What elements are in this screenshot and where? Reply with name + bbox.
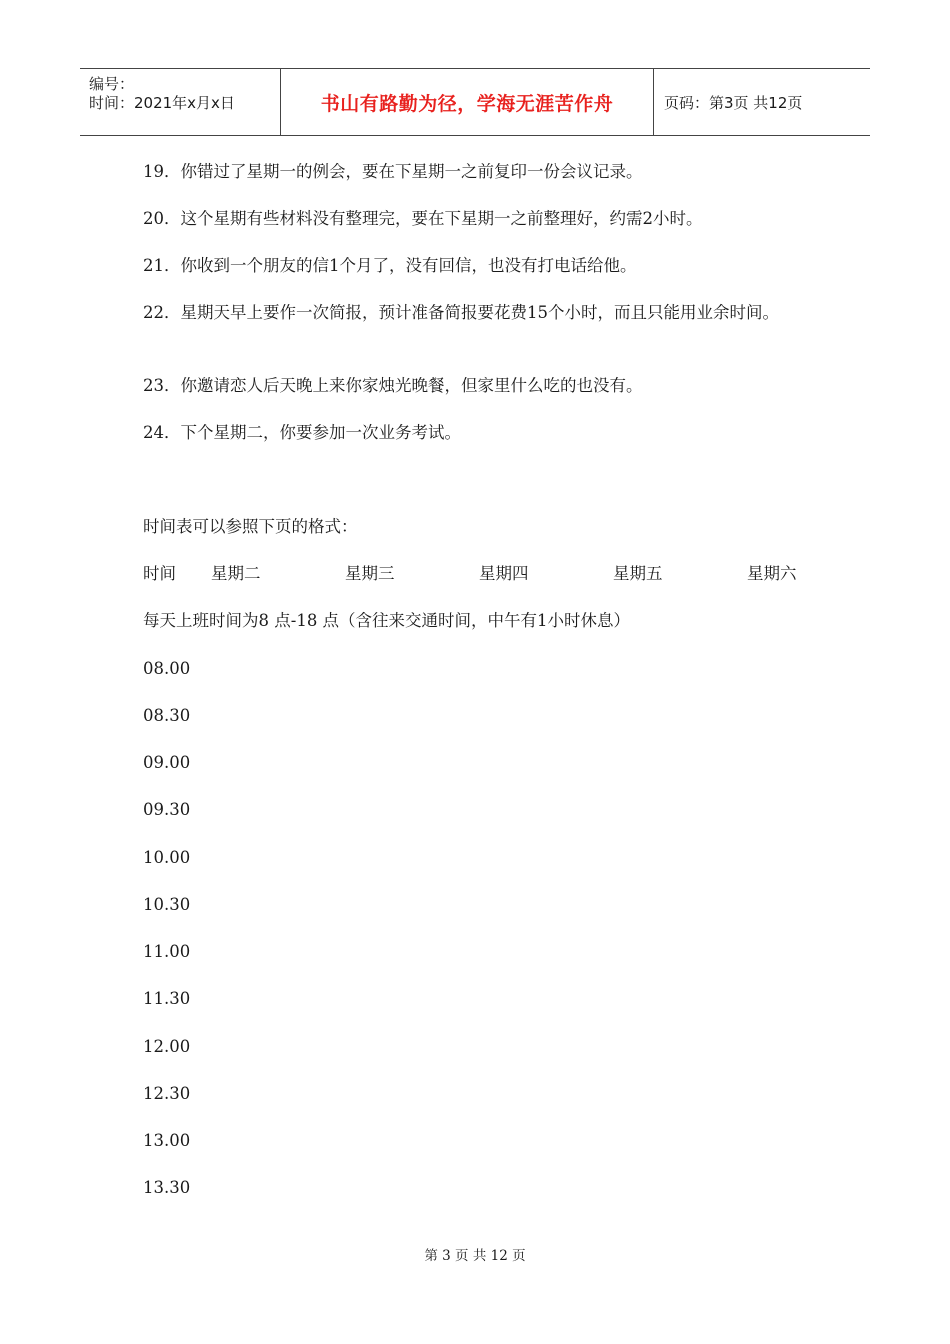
motto-text: 书山有路勤为径，学海无涯苦作舟 <box>320 92 614 115</box>
document-number-label: 编号： <box>89 75 135 93</box>
header-page-cell <box>654 69 870 135</box>
time-slot: 08.00 <box>143 659 191 678</box>
time-slot: 12.00 <box>143 1037 191 1056</box>
time-slot: 09.00 <box>143 753 191 772</box>
page-header <box>80 68 870 136</box>
document-date-label: 时间：2021年x月x日 <box>89 94 235 112</box>
schedule-col-saturday: 星期六 <box>747 564 797 583</box>
time-slot: 11.00 <box>143 942 191 961</box>
question-item-20: 20．这个星期有些材料没有整理完，要在下星期一之前整理好，约需2小时。 <box>143 209 703 228</box>
schedule-intro: 时间表可以参照下页的格式： <box>143 517 358 536</box>
time-slot: 10.30 <box>143 895 191 914</box>
schedule-note: 每天上班时间为8 点-18 点（含往来交通时间，中午有1小时休息） <box>143 611 631 630</box>
time-slot: 12.30 <box>143 1084 191 1103</box>
time-slot: 10.00 <box>143 848 191 867</box>
header-motto-cell <box>281 69 654 135</box>
question-item-23: 23．你邀请恋人后天晚上来你家烛光晚餐，但家里什么吃的也没有。 <box>143 376 643 395</box>
time-slot: 13.00 <box>143 1131 191 1150</box>
question-item-21: 21．你收到一个朋友的信1个月了，没有回信，也没有打电话给他。 <box>143 256 637 275</box>
schedule-col-tuesday: 星期二 <box>211 564 261 583</box>
question-item-24: 24．下个星期二，你要参加一次业务考试。 <box>143 423 461 442</box>
time-slot: 08.30 <box>143 706 191 725</box>
page-footer: 第 3 页 共 12 页 <box>424 1248 526 1264</box>
time-slot: 09.30 <box>143 800 191 819</box>
header-meta <box>80 69 281 135</box>
schedule-col-thursday: 星期四 <box>479 564 529 583</box>
schedule-header-row <box>143 561 843 587</box>
time-slot: 11.30 <box>143 989 191 1008</box>
question-item-22: 22．星期天早上要作一次简报，预计准备简报要花费15个小时，而且只能用业余时间。 <box>143 303 779 322</box>
time-slot: 13.30 <box>143 1178 191 1197</box>
schedule-col-time: 时间 <box>143 564 176 583</box>
schedule-col-friday: 星期五 <box>613 564 663 583</box>
header-page-number: 页码：第3页 共12页 <box>664 93 803 112</box>
question-item-19: 19．你错过了星期一的例会，要在下星期一之前复印一份会议记录。 <box>143 162 643 181</box>
schedule-col-wednesday: 星期三 <box>345 564 395 583</box>
